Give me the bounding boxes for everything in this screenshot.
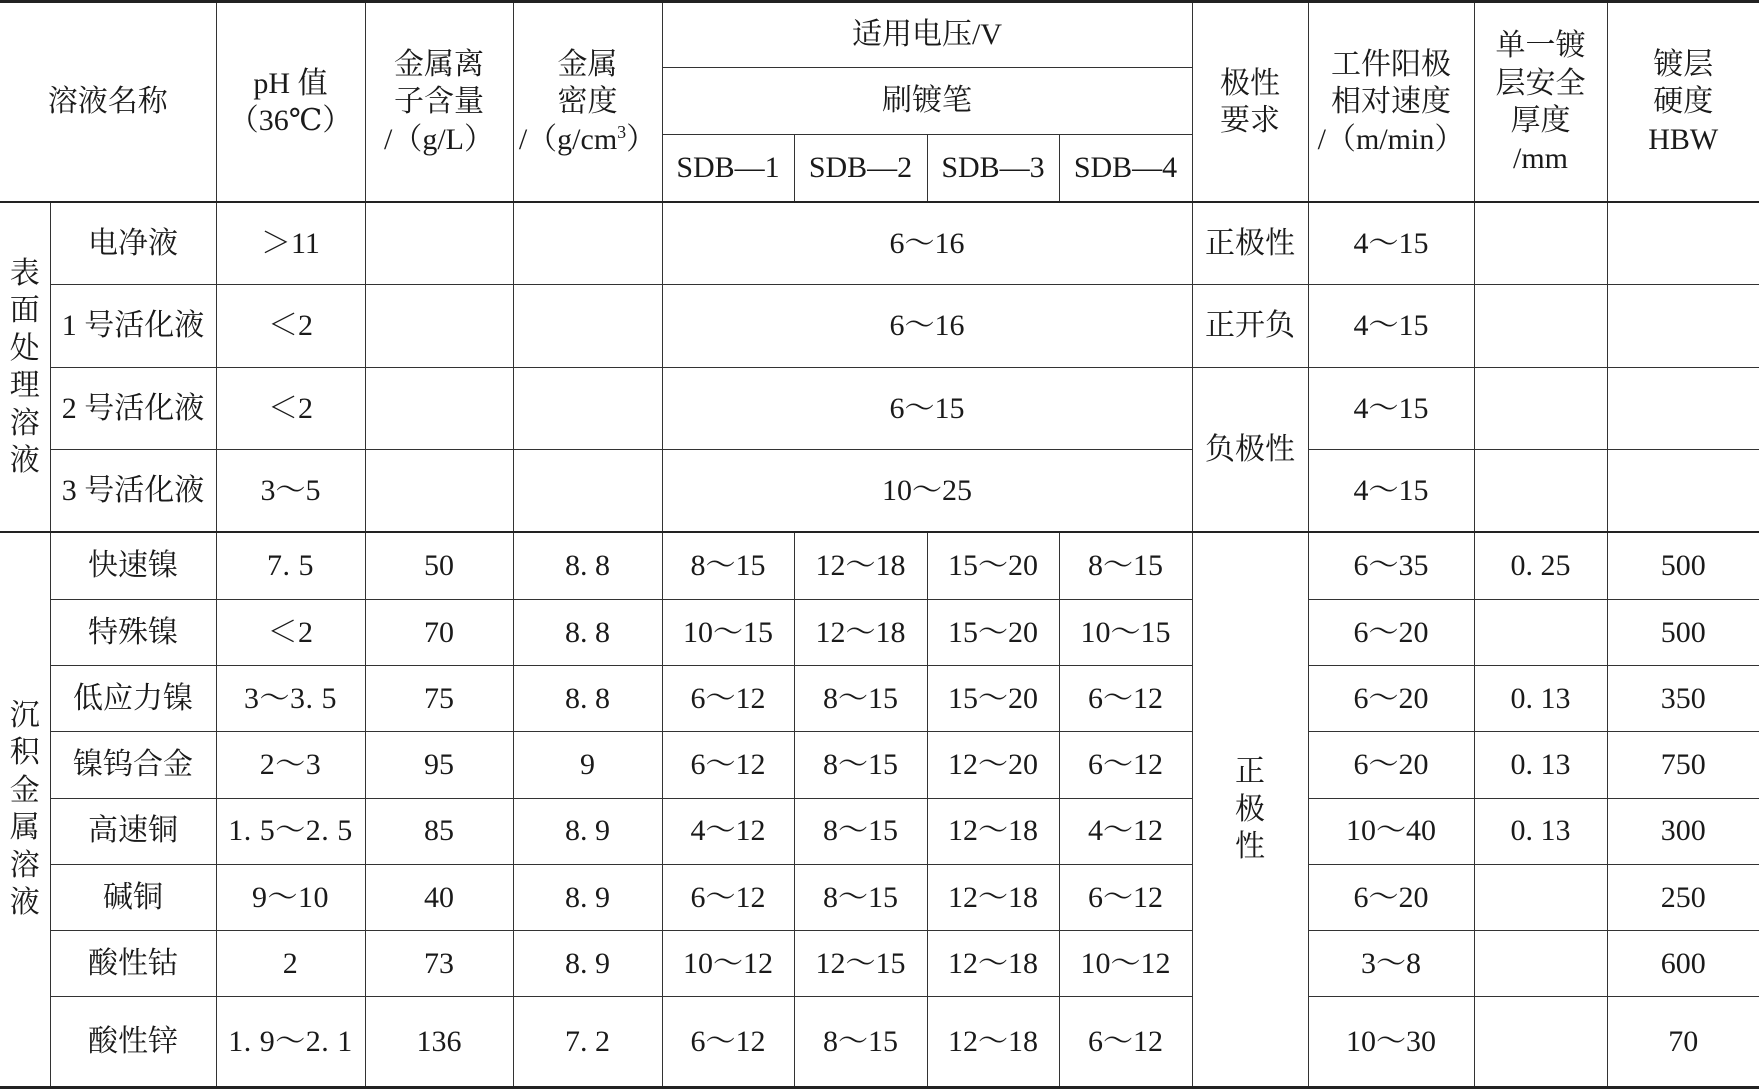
safe-thickness: 0. 13 xyxy=(1474,732,1607,798)
anode-speed: 10～40 xyxy=(1308,798,1474,864)
safe-thickness xyxy=(1474,450,1607,532)
table-row xyxy=(0,285,1759,367)
solution-name: 快速镍 xyxy=(50,532,216,599)
voltage-sdb-2: 8～15 xyxy=(794,864,927,930)
voltage-sdb-4: 6～12 xyxy=(1059,732,1192,798)
voltage-sdb-1: 4～12 xyxy=(662,798,794,864)
voltage-sdb-1: 10～12 xyxy=(662,931,794,997)
voltage-range: 6～16 xyxy=(662,202,1192,284)
solution-name: 镍钨合金 xyxy=(50,732,216,798)
header-sdb-1: SDB—1 xyxy=(662,134,794,202)
hardness xyxy=(1607,450,1759,532)
header-hardness: 镀层 硬度 HBW xyxy=(1607,2,1759,203)
voltage-sdb-1: 6～12 xyxy=(662,997,794,1088)
voltage-sdb-3: 15～20 xyxy=(927,532,1059,599)
voltage-sdb-3: 12～18 xyxy=(927,864,1059,930)
safe-thickness xyxy=(1474,202,1607,284)
metal-density: 8. 9 xyxy=(513,931,662,997)
voltage-sdb-4: 6～12 xyxy=(1059,997,1192,1088)
safe-thickness: 0. 13 xyxy=(1474,666,1607,732)
metal-density: 8. 8 xyxy=(513,532,662,599)
table-row xyxy=(0,666,1759,732)
anode-speed: 10～30 xyxy=(1308,997,1474,1088)
safe-thickness xyxy=(1474,599,1607,665)
hardness: 250 xyxy=(1607,864,1759,930)
header-anode-speed: 工件阳极 相对速度 /（m/min） xyxy=(1308,2,1474,203)
anode-speed: 4～15 xyxy=(1308,285,1474,367)
metal-density xyxy=(513,367,662,449)
header-safe-thickness: 单一镀 层安全 厚度 /mm xyxy=(1474,2,1607,203)
table-row xyxy=(0,931,1759,997)
table-row xyxy=(0,367,1759,449)
ph-value: 7. 5 xyxy=(216,532,365,599)
hardness xyxy=(1607,202,1759,284)
hardness xyxy=(1607,285,1759,367)
voltage-sdb-1: 6～12 xyxy=(662,666,794,732)
ion-content: 85 xyxy=(365,798,513,864)
solution-name: 1 号活化液 xyxy=(50,285,216,367)
table-row xyxy=(0,599,1759,665)
metal-density: 8. 8 xyxy=(513,666,662,732)
polarity: 正极性 xyxy=(1192,202,1308,284)
anode-speed: 3～8 xyxy=(1308,931,1474,997)
voltage-sdb-2: 8～15 xyxy=(794,997,927,1088)
header-ph: pH 值 （36℃） xyxy=(216,2,365,203)
metal-density: 8. 9 xyxy=(513,864,662,930)
solution-name: 酸性锌 xyxy=(50,997,216,1088)
solution-name: 电净液 xyxy=(50,202,216,284)
table-row xyxy=(0,202,1759,284)
voltage-range: 10～25 xyxy=(662,450,1192,532)
header-polarity: 极性 要求 xyxy=(1192,2,1308,203)
voltage-sdb-1: 6～12 xyxy=(662,732,794,798)
voltage-sdb-4: 8～15 xyxy=(1059,532,1192,599)
ph-value: 2～3 xyxy=(216,732,365,798)
table-row xyxy=(0,450,1759,532)
voltage-sdb-1: 6～12 xyxy=(662,864,794,930)
solution-name: 碱铜 xyxy=(50,864,216,930)
voltage-sdb-2: 12～18 xyxy=(794,599,927,665)
voltage-sdb-4: 10～12 xyxy=(1059,931,1192,997)
ion-content: 73 xyxy=(365,931,513,997)
hardness: 750 xyxy=(1607,732,1759,798)
header-voltage: 适用电压/V xyxy=(662,2,1192,68)
table-row xyxy=(0,997,1759,1088)
voltage-sdb-1: 10～15 xyxy=(662,599,794,665)
voltage-sdb-4: 6～12 xyxy=(1059,666,1192,732)
header-sdb-4: SDB—4 xyxy=(1059,134,1192,202)
header-sdb-3: SDB—3 xyxy=(927,134,1059,202)
safe-thickness xyxy=(1474,367,1607,449)
anode-speed: 6～20 xyxy=(1308,864,1474,930)
voltage-sdb-2: 8～15 xyxy=(794,798,927,864)
hardness: 300 xyxy=(1607,798,1759,864)
voltage-sdb-3: 12～18 xyxy=(927,931,1059,997)
table-row xyxy=(0,732,1759,798)
solution-name: 酸性钴 xyxy=(50,931,216,997)
anode-speed: 6～20 xyxy=(1308,732,1474,798)
ion-content: 75 xyxy=(365,666,513,732)
ion-content xyxy=(365,202,513,284)
solution-name: 特殊镍 xyxy=(50,599,216,665)
ph-value: 1. 5～2. 5 xyxy=(216,798,365,864)
header-brush-pen: 刷镀笔 xyxy=(662,68,1192,134)
metal-density: 7. 2 xyxy=(513,997,662,1088)
voltage-sdb-2: 8～15 xyxy=(794,666,927,732)
ion-content: 70 xyxy=(365,599,513,665)
anode-speed: 4～15 xyxy=(1308,202,1474,284)
solution-name: 低应力镍 xyxy=(50,666,216,732)
table-row xyxy=(0,532,1759,599)
voltage-range: 6～16 xyxy=(662,285,1192,367)
header-ion-content: 金属离 子含量 /（g/L） xyxy=(365,2,513,203)
hardness: 500 xyxy=(1607,532,1759,599)
voltage-sdb-3: 15～20 xyxy=(927,599,1059,665)
ph-value: ＞11 xyxy=(216,202,365,284)
solution-name: 2 号活化液 xyxy=(50,367,216,449)
voltage-sdb-2: 8～15 xyxy=(794,732,927,798)
voltage-sdb-4: 4～12 xyxy=(1059,798,1192,864)
anode-speed: 4～15 xyxy=(1308,367,1474,449)
ph-value: ＜2 xyxy=(216,285,365,367)
ph-value: 3～5 xyxy=(216,450,365,532)
metal-density: 8. 8 xyxy=(513,599,662,665)
voltage-sdb-4: 6～12 xyxy=(1059,864,1192,930)
ion-content xyxy=(365,285,513,367)
voltage-sdb-3: 15～20 xyxy=(927,666,1059,732)
solution-name: 3 号活化液 xyxy=(50,450,216,532)
ph-value: 3～3. 5 xyxy=(216,666,365,732)
table-row xyxy=(0,798,1759,864)
ion-content: 40 xyxy=(365,864,513,930)
voltage-sdb-3: 12～20 xyxy=(927,732,1059,798)
safe-thickness xyxy=(1474,864,1607,930)
hardness: 600 xyxy=(1607,931,1759,997)
ph-value: ＜2 xyxy=(216,599,365,665)
hardness xyxy=(1607,367,1759,449)
voltage-sdb-2: 12～15 xyxy=(794,931,927,997)
safe-thickness xyxy=(1474,997,1607,1088)
voltage-sdb-3: 12～18 xyxy=(927,798,1059,864)
hardness: 350 xyxy=(1607,666,1759,732)
safe-thickness xyxy=(1474,285,1607,367)
ph-value: 2 xyxy=(216,931,365,997)
voltage-sdb-3: 12～18 xyxy=(927,997,1059,1088)
metal-density: 9 xyxy=(513,732,662,798)
header-row-1 xyxy=(0,2,1759,68)
ion-content: 50 xyxy=(365,532,513,599)
safe-thickness xyxy=(1474,931,1607,997)
header-metal-density: 金属 密度 $/(g/cm^3)$ xyxy=(513,2,662,203)
ion-content: 95 xyxy=(365,732,513,798)
solution-name: 高速铜 xyxy=(50,798,216,864)
group-label-deposit: 沉 积 金 属 溶 液 xyxy=(0,532,50,1088)
metal-density xyxy=(513,202,662,284)
table-row xyxy=(0,864,1759,930)
hardness: 500 xyxy=(1607,599,1759,665)
voltage-range: 6～15 xyxy=(662,367,1192,449)
metal-density: 8. 9 xyxy=(513,798,662,864)
ph-value: 1. 9～2. 1 xyxy=(216,997,365,1088)
ion-content: 136 xyxy=(365,997,513,1088)
header-sdb-2: SDB—2 xyxy=(794,134,927,202)
group-label-surface: 表 面 处 理 溶 液 xyxy=(0,202,50,532)
voltage-sdb-1: 8～15 xyxy=(662,532,794,599)
anode-speed: 4～15 xyxy=(1308,450,1474,532)
safe-thickness: 0. 13 xyxy=(1474,798,1607,864)
ion-content xyxy=(365,367,513,449)
ion-content xyxy=(365,450,513,532)
ph-value: 9～10 xyxy=(216,864,365,930)
anode-speed: 6～20 xyxy=(1308,666,1474,732)
header-solution-name: 溶液名称 xyxy=(0,2,216,203)
voltage-sdb-4: 10～15 xyxy=(1059,599,1192,665)
hardness: 70 xyxy=(1607,997,1759,1088)
metal-density xyxy=(513,285,662,367)
voltage-sdb-2: 12～18 xyxy=(794,532,927,599)
anode-speed: 6～20 xyxy=(1308,599,1474,665)
polarity-positive: 正 极 性 xyxy=(1192,532,1308,1088)
polarity-negative: 负极性 xyxy=(1192,367,1308,532)
safe-thickness: 0. 25 xyxy=(1474,532,1607,599)
anode-speed: 6～35 xyxy=(1308,532,1474,599)
polarity: 正开负 xyxy=(1192,285,1308,367)
metal-density xyxy=(513,450,662,532)
ph-value: ＜2 xyxy=(216,367,365,449)
